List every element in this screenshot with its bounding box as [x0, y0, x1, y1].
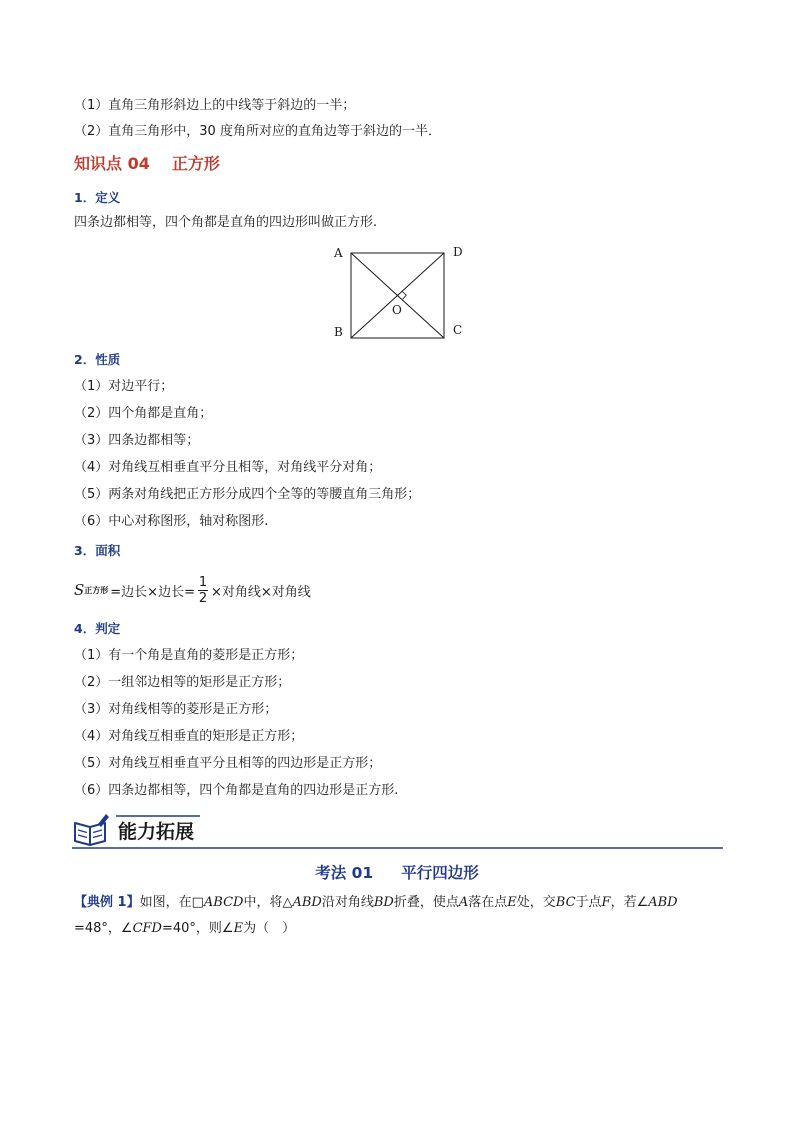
label-a: A	[334, 246, 343, 260]
definition-heading: 1．定义	[74, 190, 121, 205]
property-item: （3）四条边都相等；	[74, 433, 200, 448]
judgement-item: （1）有一个角是直角的菱形是正方形；	[74, 648, 304, 663]
math-var: A	[458, 895, 469, 910]
label-o: O	[392, 303, 402, 317]
knowledge-point-label: 知识点 04	[74, 154, 150, 173]
math-var: F	[601, 895, 611, 910]
knowledge-point-title: 正方形	[171, 154, 220, 173]
properties-heading: 2．性质	[74, 352, 121, 367]
label-c: C	[453, 323, 463, 337]
math-var: CFD	[132, 921, 162, 936]
math-var: ABD	[648, 895, 678, 910]
example-text: 折叠，使点	[393, 895, 459, 910]
judgement-heading: 4．判定	[74, 621, 121, 636]
area-fraction	[198, 575, 208, 606]
example-text: 为（ ）	[243, 921, 296, 936]
area-part1: =边长×边长=	[110, 584, 195, 600]
example-text: 中，将	[243, 895, 283, 910]
area-formula	[74, 570, 311, 610]
judgement-item: （5）对角线互相垂直平分且相等的四边形是正方形；	[74, 756, 382, 771]
intro-item-1: （1）直角三角形斜边上的中线等于斜边的一半；	[74, 98, 356, 113]
area-symbol: S	[74, 581, 85, 599]
label-b: B	[334, 325, 343, 339]
label-d: D	[453, 245, 463, 259]
knowledge-point-heading	[74, 151, 220, 174]
area-subscript: 正方形	[84, 585, 109, 595]
intro-item-2: （2）直角三角形中，30 度角所对应的直角边等于斜边的一半．	[74, 124, 441, 139]
example-text: ，若∠	[610, 895, 649, 910]
open-book-icon	[75, 814, 109, 845]
judgement-item: （4）对角线互相垂直的矩形是正方形；	[74, 729, 304, 744]
example-text: 于点	[575, 895, 602, 910]
example-text: =48°，∠	[74, 921, 133, 936]
area-part2: ×对角线×对角线	[210, 584, 311, 600]
math-var: E	[507, 895, 517, 910]
judgement-item: （2）一组邻边相等的矩形是正方形；	[74, 675, 291, 690]
parallelogram-symbol: □	[191, 895, 204, 910]
example-text: 落在点	[468, 895, 508, 910]
example-text: =40°，则∠	[161, 921, 234, 936]
math-var: E	[233, 921, 244, 936]
property-item: （4）对角线互相垂直平分且相等，对角线平分对角；	[74, 460, 382, 475]
math-var: ABD	[292, 895, 322, 910]
area-heading: 3．面积	[74, 543, 121, 558]
definition-text: 四条边都相等，四个角都是直角的四边形叫做正方形.	[74, 215, 378, 230]
right-angle-mark	[402, 292, 406, 300]
judgement-item: （6）四条边都相等，四个角都是直角的四边形是正方形.	[74, 783, 399, 798]
example-text: 如图，在	[139, 895, 192, 910]
property-item: （1）对边平行；	[74, 379, 174, 394]
section-title: 能力拓展	[118, 821, 195, 843]
math-var: BD	[373, 895, 394, 910]
fraction-denominator: 2	[198, 590, 208, 606]
method-title: 平行四边形	[401, 864, 479, 882]
fraction-numerator: 1	[198, 574, 208, 590]
math-var: ABCD	[203, 895, 244, 910]
example-line-2	[74, 920, 295, 938]
triangle-symbol: △	[282, 895, 293, 910]
method-heading	[0, 861, 794, 883]
property-item: （6）中心对称图形，轴对称图形.	[74, 514, 269, 529]
example-text: 处，交	[516, 895, 556, 910]
example-tag: 【典例 1】	[74, 895, 140, 910]
math-var: BC	[555, 895, 576, 910]
property-item: （5）两条对角线把正方形分成四个全等的等腰直角三角形；	[74, 487, 421, 502]
square-figure	[330, 240, 470, 345]
example-text: 沿对角线	[321, 895, 374, 910]
property-item: （2）四个角都是直角；	[74, 406, 213, 421]
method-label: 考法 01	[315, 864, 374, 882]
example-line-1	[74, 894, 678, 912]
judgement-item: （3）对角线相等的菱形是正方形；	[74, 702, 278, 717]
